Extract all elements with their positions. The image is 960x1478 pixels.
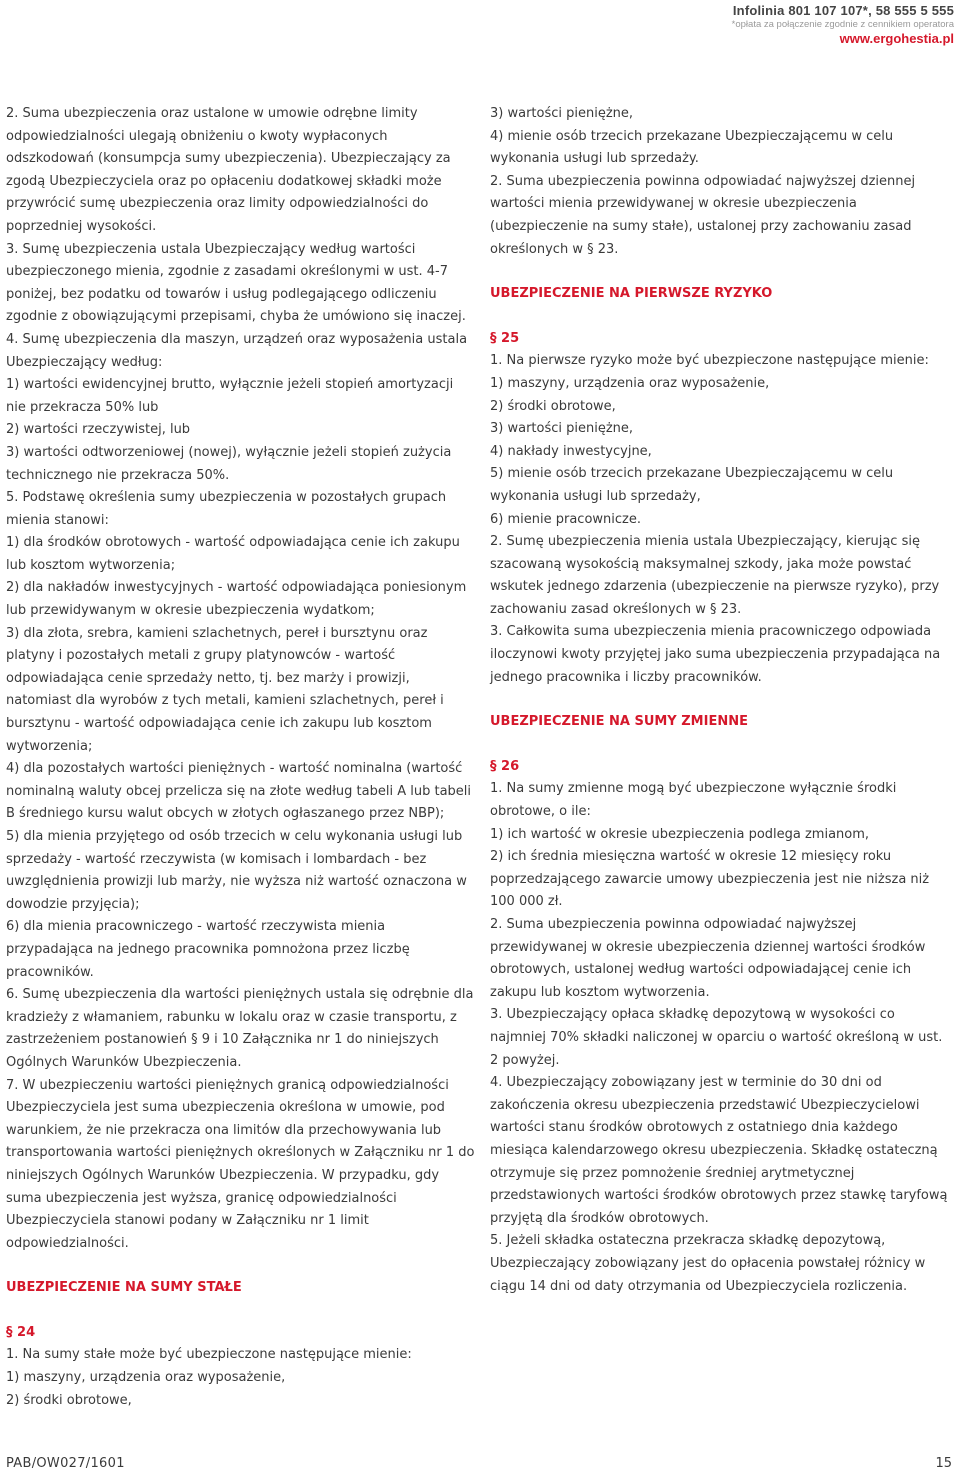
paragraph-number-26: § 26 — [490, 758, 520, 774]
section-heading-sumy-stale: UBEZPIECZENIE NA SUMY STAŁE — [6, 1280, 242, 1296]
section-heading-pierwsze-ryzyko: UBEZPIECZENIE NA PIERWSZE RYZYKO — [490, 286, 773, 302]
paragraph: 5. Podstawę określenia sumy ubezpieczenia w pozostałych grupach mienia stanowi: — [6, 490, 447, 528]
right-column — [490, 103, 952, 1298]
list-item: 4) dla pozostałych wartości pieniężnych - wartość nominalna (wartość nominalną waluty obcej przelicza się na złote według tabeli A lub tabeli B średniego kursu walut obcych w złotych ogłaszanego przez NBP); — [6, 761, 472, 822]
page-number: 15 — [935, 1456, 952, 1471]
infoline-phone: Infolinia 801 107 107*, 58 555 5 555 — [732, 3, 954, 18]
list-item: 1) dla środków obrotowych - wartość odpowiadająca cenie ich zakupu lub kosztom wytworzenia; — [6, 535, 460, 573]
paragraph: 5. Jeżeli składka ostateczna przekracza składkę depozytową, Ubezpieczający zobowiązany jest do opłacenia powstałej różnicy w ciągu 14 dni od daty otrzymania od Ubezpieczyciela rozliczenia. — [490, 1233, 926, 1294]
paragraph: 1. Na sumy stałe może być ubezpieczone następujące mienie: — [6, 1347, 412, 1363]
paragraph: 4. Sumę ubezpieczenia dla maszyn, urządzeń oraz wyposażenia ustala Ubezpieczający według: — [6, 331, 468, 370]
list-item: 4) nakłady inwestycyjne, — [490, 443, 652, 459]
paragraph: 7. W ubezpieczeniu wartości pieniężnych granicą odpowiedzialności Ubezpieczyciela jest suma ubezpieczenia określona w umowie, pod warunkiem, że nie przekracza ona limitów dla przechowywania lub transportowania wartości pieniężnych określonych w Załączniku nr 1 do niniejszych Ogólnych Warunków Ubezpieczenia. W przypadku, gdy suma ubezpieczenia jest wyższa, granicę odpowiedzialności Ubezpieczyciela stanowi podany w Załączniku nr 1 limit odpowiedzialności. — [6, 1077, 475, 1251]
paragraph: 2. Suma ubezpieczenia oraz ustalone w umowie odrębne limity odpowiedzialności ulegają obniżeniu o kwoty wypłaconych odszkodowań (konsumpcja sumy ubezpieczenia). Ubezpieczający za zgodą Ubezpieczyciela oraz po opłaceniu dodatkowej składki może przywrócić sumę ubezpieczenia oraz limity odpowiedzialności do poprzedniej wysokości. — [6, 106, 451, 234]
document-code: PAB/OW027/1601 — [6, 1456, 125, 1471]
list-item: 3) wartości odtworzeniowej (nowej), wyłącznie jeżeli stopień zużycia technicznego nie przekracza 50%. — [6, 444, 452, 483]
list-item: 2) środki obrotowe, — [6, 1392, 132, 1408]
list-item: 2) środki obrotowe, — [490, 398, 616, 414]
section-heading-sumy-zmienne: UBEZPIECZENIE NA SUMY ZMIENNE — [490, 714, 748, 730]
list-item: 1) ich wartość w okresie ubezpieczenia podlega zmianom, — [490, 826, 870, 842]
paragraph: 3. Całkowita suma ubezpieczenia mienia pracowniczego odpowiada iloczynowi kwoty przyjętej jako suma ubezpieczenia przypadająca na jednego pracownika i liczby pracowników. — [490, 624, 941, 685]
list-item: 2) ich średnia miesięczna wartość w okresie 12 miesięcy roku poprzedzającego zawarcie umowy ubezpieczenia jest nie niższa niż 100 000 zł. — [490, 849, 930, 910]
list-item: 6) mienie pracownicze. — [490, 511, 641, 527]
list-item: 4) mienie osób trzecich przekazane Ubezpieczającemu w celu wykonania usługi lub sprzedaży. — [490, 128, 894, 167]
list-item: 3) dla złota, srebra, kamieni szlachetnych, pereł i bursztynu oraz platyny i pozostałych metali z grupy platynowców - wartość odpowiadająca cenie sprzedaży netto, tj. bez marży i prowizji, natomiast dla wyrobów z tych metali, kamieni szlachetnych, pereł i bursztynu - wartość odpowiadająca cenie ich zakupu lub kosztom wytworzenia; — [6, 625, 444, 754]
list-item: 2) dla nakładów inwestycyjnych - wartość odpowiadająca poniesionym lub przewidywanym w okresie ubezpieczenia wydatkom; — [6, 580, 467, 619]
paragraph: 3. Sumę ubezpieczenia ustala Ubezpieczający według wartości ubezpieczonego mienia, zgodnie z zasadami określonymi w ust. 4-7 poniżej, bez podatku od towarów i usług podlegającego odliczeniu zgodnie z obowiązującymi przepisami, chyba że umówiono się inaczej. — [6, 241, 466, 325]
list-item: 5) mienie osób trzecich przekazane Ubezpieczającemu w celu wykonania usługi lub sprzedaży, — [490, 466, 894, 504]
paragraph: 4. Ubezpieczający zobowiązany jest w terminie do 30 dni od zakończenia okresu ubezpieczenia przedstawić Ubezpieczycielowi wartości stanu środków obrotowych z ostatniego dnia każdego miesiąca kalendarzowego okresu ubezpieczenia. Składkę ostateczną otrzymuje się przez pomnożenie średniej arytmetycznej przedstawionych wartości środków obrotowych przez stawkę taryfową przyjętą dla środków obrotowych. — [490, 1075, 948, 1226]
paragraph: 3. Ubezpieczający opłaca składkę depozytową w wysokości co najmniej 70% składki naliczonej w oparciu o wartość określoną w ust. 2 powyżej. — [490, 1007, 943, 1068]
paragraph-number-25: § 25 — [490, 330, 520, 346]
list-item: 3) wartości pieniężne, — [490, 421, 634, 437]
list-item: 1) maszyny, urządzenia oraz wyposażenie, — [490, 375, 770, 391]
left-column — [6, 103, 476, 1412]
paragraph: 1. Na pierwsze ryzyko może być ubezpieczone następujące mienie: — [490, 353, 929, 369]
call-cost-note: *opłata za połączenie zgodnie z cennikiem operatora — [731, 19, 954, 30]
list-item: 5) dla mienia przyjętego od osób trzecich w celu wykonania usługi lub sprzedaży - wartość rzeczywista (w komisach i lombardach - bez uwzględnienia prowizji lub marży, nie wyższa niż wartość oznaczona w dowodzie przyjęcia); — [6, 829, 467, 912]
paragraph: 2. Sumę ubezpieczenia mienia ustala Ubezpieczający, kierując się szacowaną wysokością maksymalnej szkody, jaka może powstać wskutek jednego zdarzenia (ubezpieczenie na pierwsze ryzyko), przy zachowaniu zasad określonych w § 23. — [490, 534, 940, 617]
website-link[interactable]: www.ergohestia.pl — [839, 31, 954, 46]
list-item: 6) dla mienia pracowniczego - wartość rzeczywista mienia przypadająca na jednego pracownika pomnożona przez liczbę pracowników. — [6, 919, 410, 980]
paragraph: 2. Suma ubezpieczenia powinna odpowiadać najwyższej dziennej wartości mienia przewidywanej w okresie ubezpieczenia (ubezpieczenie na sumy stałe), ustalonej przy zachowaniu zasad określonych w § 23. — [490, 173, 916, 257]
list-item: 1) wartości ewidencyjnej brutto, wyłącznie jeżeli stopień amortyzacji nie przekracza 50% lub — [6, 377, 454, 415]
list-item: 2) wartości rzeczywistej, lub — [6, 422, 191, 438]
page-header — [732, 3, 954, 46]
list-item: 1) maszyny, urządzenia oraz wyposażenie, — [6, 1370, 286, 1386]
paragraph: 6. Sumę ubezpieczenia dla wartości pieniężnych ustala się odrębnie dla kradzieży z włamaniem, rabunku w lokalu oraz w czasie transportu, z zastrzeżeniem postanowień § 9 i 10 Załącznika nr 1 do niniejszych Ogólnych Warunków Ubezpieczenia. — [6, 987, 474, 1070]
paragraph: 2. Suma ubezpieczenia powinna odpowiadać najwyższej przewidywanej w okresie ubezpieczenia dziennej wartości środków obrotowych, ustalonej według wartości odpowiadającej cenie ich zakupu lub kosztom wytworzenia. — [490, 917, 926, 1000]
paragraph-number-24: § 24 — [6, 1324, 36, 1340]
list-item: 3) wartości pieniężne, — [490, 106, 634, 121]
paragraph: 1. Na sumy zmienne mogą być ubezpieczone wyłącznie środki obrotowe, o ile: — [490, 781, 897, 820]
